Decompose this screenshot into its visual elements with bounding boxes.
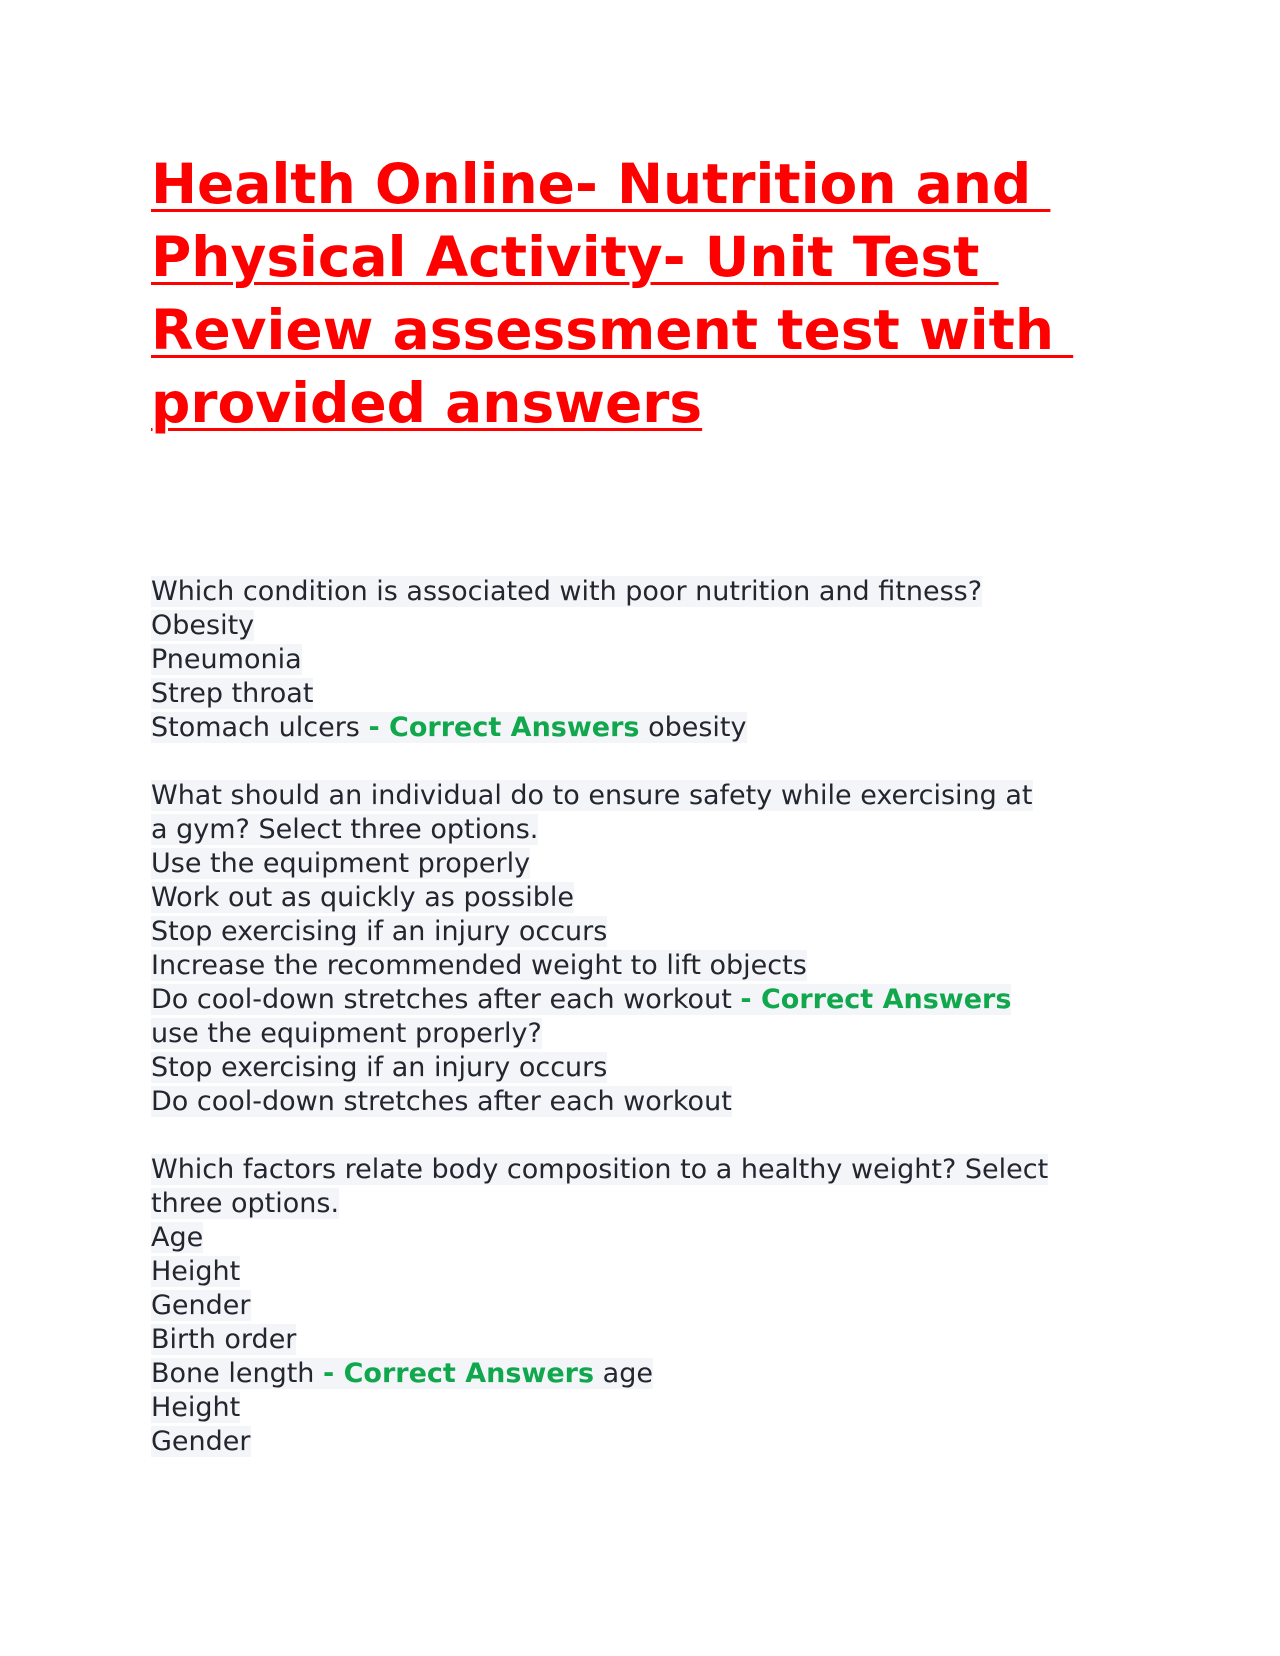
answer-option: Obesity <box>151 610 255 641</box>
question-list <box>151 575 1161 1493</box>
correct-answers-marker: - Correct Answers <box>323 1358 595 1389</box>
answer-option: Increase the recommended weight to lift objects <box>151 950 807 981</box>
title-line: Physical Activity- Unit Test <box>151 225 999 289</box>
answer-option-with-key <box>151 984 1011 1015</box>
document-title <box>151 148 1151 440</box>
correct-answer-text: Height <box>151 1392 241 1423</box>
answer-option: Stop exercising if an injury occurs <box>151 916 608 947</box>
answer-option: Use the equipment properly <box>151 848 531 879</box>
answer-option: Pneumonia <box>151 644 302 675</box>
correct-answer-text: use the equipment properly? <box>151 1018 542 1049</box>
correct-answer-text: Do cool-down stretches after each workout <box>151 1086 732 1117</box>
question-block <box>151 1153 1161 1459</box>
question-text: Which condition is associated with poor nutrition and fitness? <box>151 576 983 607</box>
question-text: three options. <box>151 1188 340 1219</box>
answer-option-with-key <box>151 712 747 743</box>
answer-option-text: Bone length <box>151 1358 323 1389</box>
question-text: What should an individual do to ensure safety while exercising at <box>151 780 1033 811</box>
answer-option: Work out as quickly as possible <box>151 882 574 913</box>
answer-option-with-key <box>151 1358 653 1389</box>
correct-answer-text: Gender <box>151 1426 251 1457</box>
answer-option-text: Stomach ulcers <box>151 712 369 743</box>
question-text: Which factors relate body composition to a healthy weight? Select <box>151 1154 1049 1185</box>
answer-option: Gender <box>151 1290 251 1321</box>
correct-answer-text: obesity <box>639 712 747 743</box>
answer-option-text: Do cool-down stretches after each workout <box>151 984 741 1015</box>
answer-option: Strep throat <box>151 678 314 709</box>
question-text: a gym? Select three options. <box>151 814 539 845</box>
title-line: Review assessment test with <box>151 298 1074 362</box>
question-block <box>151 779 1161 1119</box>
question-block <box>151 575 1161 745</box>
correct-answer-text: age <box>594 1358 653 1389</box>
answer-option: Birth order <box>151 1324 297 1355</box>
correct-answers-marker: - Correct Answers <box>740 984 1012 1015</box>
title-line: Health Online- Nutrition and <box>151 152 1051 216</box>
answer-option: Age <box>151 1222 204 1253</box>
title-line: provided answers <box>151 371 703 435</box>
correct-answer-text: Stop exercising if an injury occurs <box>151 1052 608 1083</box>
answer-option: Height <box>151 1256 241 1287</box>
correct-answers-marker: - Correct Answers <box>368 712 640 743</box>
